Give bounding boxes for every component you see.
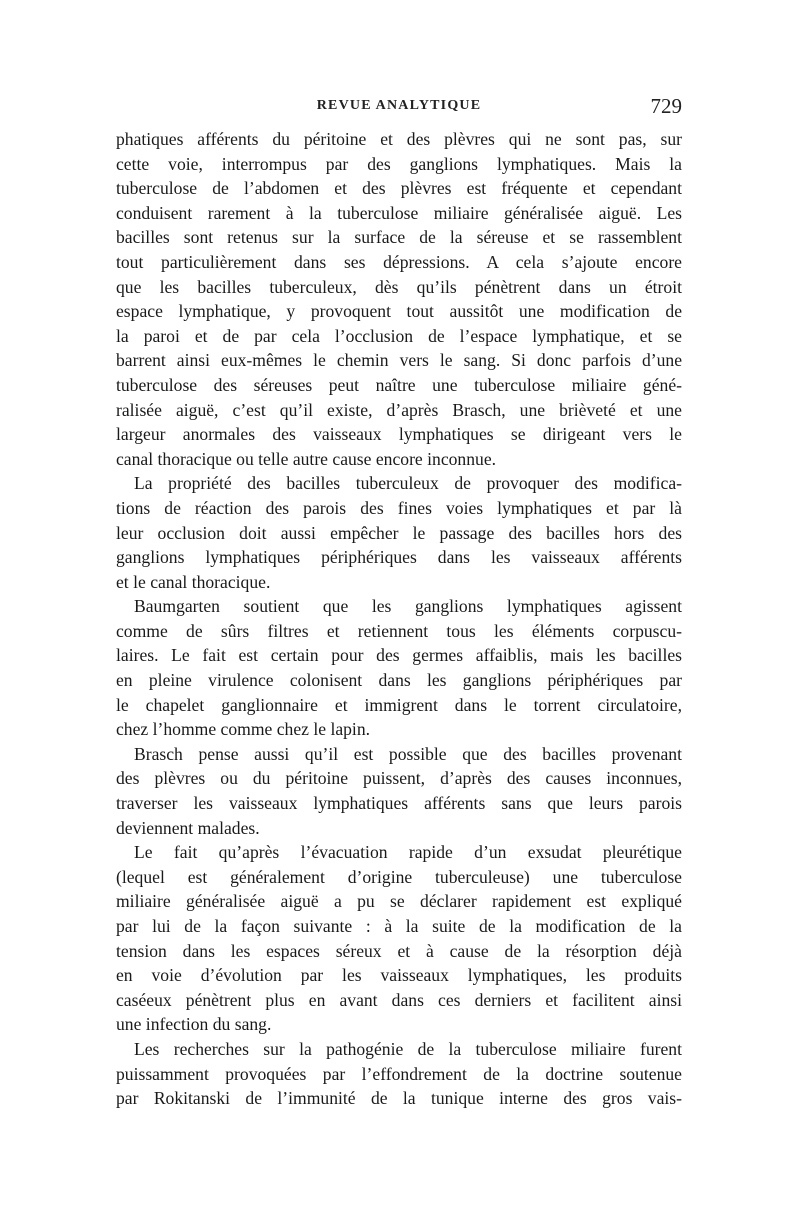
text-line: et le canal thoracique. <box>116 571 271 592</box>
text-line: une infection du sang. <box>116 1014 272 1035</box>
text-line: tension dans les espaces séreux et à cause de la résorption déjà <box>116 940 682 961</box>
text-line: en pleine virulence colonisent dans les ganglions périphériques par <box>116 670 682 691</box>
running-title: REVUE ANALYTIQUE <box>316 98 482 113</box>
text-line: barrent ainsi eux-mêmes le chemin vers le sang. Si donc parfois d’une <box>116 350 682 371</box>
text-line: bacilles sont retenus sur la surface de la séreuse et se rassemblent <box>116 227 682 248</box>
text-line: La propriété des bacilles tuberculeux de provoquer des modifica- <box>134 473 682 494</box>
text-line: comme de sûrs filtres et retiennent tous les éléments corpuscu- <box>116 620 682 641</box>
text-line: phatiques afférents du péritoine et des plèvres qui ne sont pas, sur <box>116 129 682 149</box>
text-line: puissamment provoquées par l’effondrement de la doctrine soutenue <box>116 1063 682 1084</box>
text-line: deviennent malades. <box>116 817 260 838</box>
text-line: tuberculose de l’abdomen et des plèvres est fréquente et cependant <box>116 178 682 199</box>
text-line: tuberculose des séreuses peut naître une tuberculose miliaire géné- <box>116 374 682 395</box>
text-line: tout particulièrement dans ses dépressions. A cela s’ajoute encore <box>116 251 682 272</box>
text-line: ralisée aiguë, c’est qu’il existe, d’après Brasch, une brièveté et une <box>116 399 682 420</box>
text-line: miliaire généralisée aiguë a pu se déclarer rapidement est expliqué <box>116 891 682 912</box>
text-line: Baumgarten soutient que les ganglions lymphatiques agissent <box>134 596 682 617</box>
text-line: en voie d’évolution par les vaisseaux lymphatiques, les produits <box>116 965 682 986</box>
text-line: tions de réaction des parois des fines voies lymphatiques et par là <box>116 497 682 518</box>
text-line: largeur anormales des vaisseaux lymphatiques se dirigeant vers le <box>116 424 682 445</box>
text-line: conduisent rarement à la tuberculose miliaire généralisée aiguë. Les <box>116 202 682 223</box>
text-line: cette voie, interrompus par des ganglions lymphatiques. Mais la <box>116 153 682 174</box>
text-line: la paroi et de par cela l’occlusion de l’espace lymphatique, et se <box>116 325 682 346</box>
text-line: chez l’homme comme chez le lapin. <box>116 719 371 740</box>
text-line: canal thoracique ou telle autre cause encore inconnue. <box>116 448 497 469</box>
text-line: par lui de la façon suivante : à la suite de la modification de la <box>116 916 682 936</box>
text-line: (lequel est généralement d’origine tuberculeuse) une tuberculose <box>116 866 682 887</box>
text-line: traverser les vaisseaux lymphatiques afférents sans que leurs parois <box>116 793 682 814</box>
text-line: Le fait qu’après l’évacuation rapide d’un exsudat pleurétique <box>134 842 682 863</box>
text-line: laires. Le fait est certain pour des germes affaiblis, mais les bacilles <box>116 645 682 666</box>
text-line: Brasch pense aussi qu’il est possible que des bacilles provenant <box>134 743 682 764</box>
text-line: le chapelet ganglionnaire et immigrent dans le torrent circulatoire, <box>116 694 682 715</box>
text-line: ganglions lymphatiques périphériques dans les vaisseaux afférents <box>116 547 682 568</box>
page-number: 729 <box>650 94 682 118</box>
text-line: espace lymphatique, y provoquent tout aussitôt une modification de <box>116 301 682 322</box>
body-text <box>116 127 682 1111</box>
text-line: que les bacilles tuberculeux, dès qu’ils pénètrent dans un étroit <box>116 276 682 297</box>
text-line: par Rokitanski de l’immunité de la tunique interne des gros vais- <box>116 1088 682 1109</box>
text-line: leur occlusion doit aussi empêcher le passage des bacilles hors des <box>116 522 682 543</box>
running-head <box>116 94 682 122</box>
text-line: des plèvres ou du péritoine puissent, d’après des causes inconnues, <box>116 768 682 789</box>
text-line: caséeux pénètrent plus en avant dans ces derniers et facilitent ainsi <box>116 989 682 1010</box>
text-line: Les recherches sur la pathogénie de la tuberculose miliaire furent <box>134 1038 682 1059</box>
